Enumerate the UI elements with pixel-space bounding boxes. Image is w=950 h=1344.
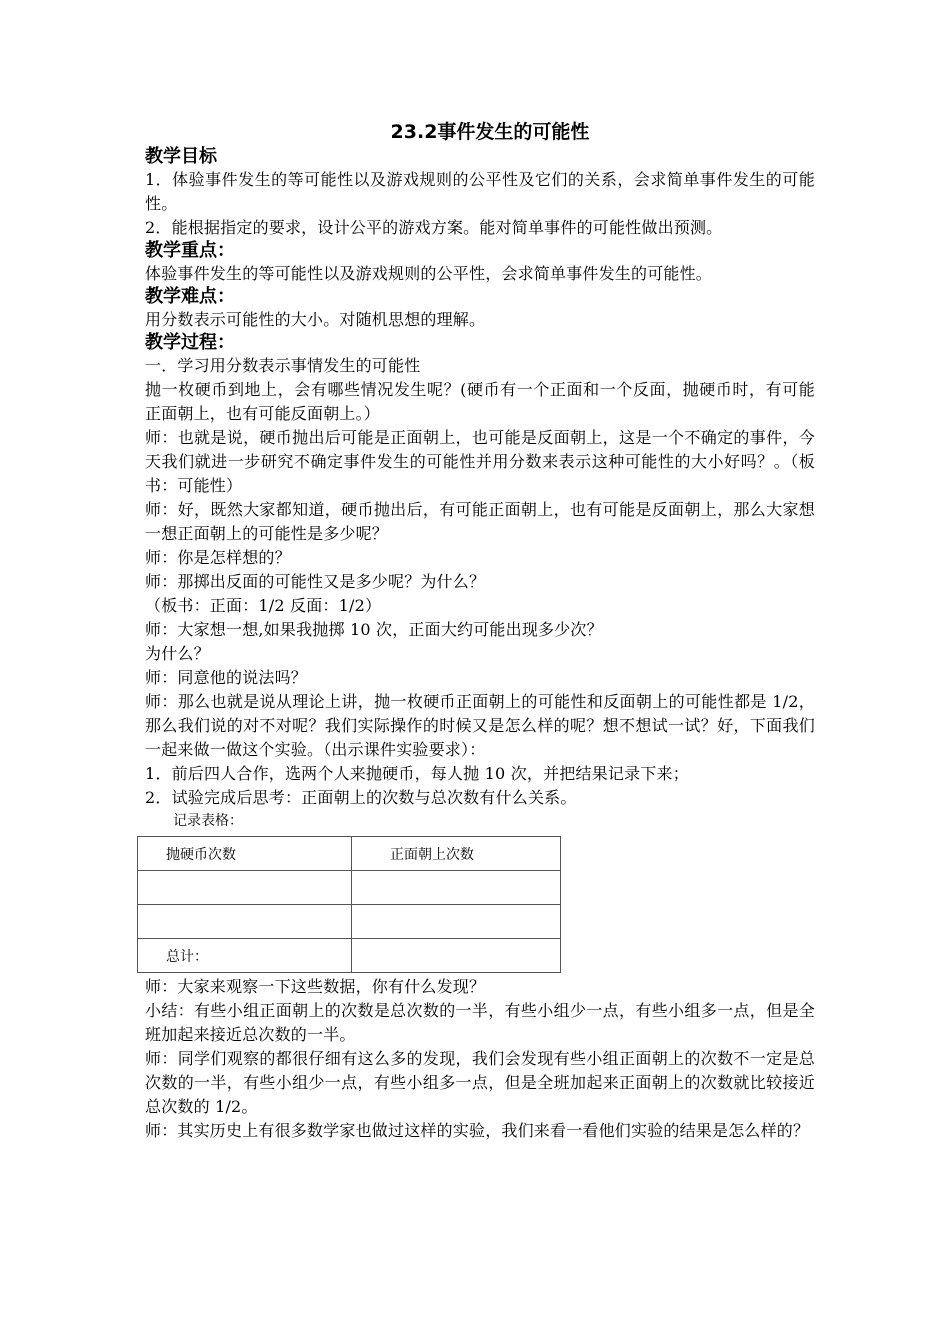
record-table bbox=[137, 836, 561, 973]
document-page bbox=[145, 118, 815, 1143]
process-heading: 教学过程： bbox=[145, 332, 235, 353]
table-row bbox=[138, 837, 561, 871]
goal-item-1: 1．体验事件发生的等可能性以及游戏规则的公平性及它们的关系，会求简单事件发生的可能性。 bbox=[145, 170, 815, 213]
paragraph: 师：大家想一想,如果我抛掷 10 次，正面大约可能出现多少次？ bbox=[145, 620, 603, 639]
paragraph: 师：也就是说，硬币抛出后可能是正面朝上，也可能是反面朝上，这是一个不确定的事件，今天我们就进一步研究不确定事件发生的可能性并用分数来表示这种可能性的大小好吗？。（板书：可能性） bbox=[145, 428, 815, 495]
goal-item-2: 2．能根据指定的要求，设计公平的游戏方案。能对简单事件的可能性做出预测。 bbox=[145, 218, 723, 237]
paragraph: 为什么？ bbox=[145, 644, 210, 663]
paragraph: 师：同意他的说法吗？ bbox=[145, 668, 308, 687]
paragraph: 师：好，既然大家都知道，硬币抛出后，有可能正面朝上，也有可能是反面朝上，那么大家想一想正面朝上的可能性是多少呢？ bbox=[145, 500, 815, 543]
difficulty-text: 用分数表示可能性的大小。对随机思想的理解。 bbox=[145, 310, 486, 329]
table-row bbox=[138, 871, 561, 905]
document-title: 23.2事件发生的可能性 bbox=[390, 121, 590, 143]
paragraph: 师：大家来观察一下这些数据，你有什么发现？ bbox=[145, 977, 486, 996]
paragraph: 1．前后四人合作，选两个人来抛硬币，每人抛 10 次，并把结果记录下来； bbox=[145, 764, 689, 783]
table-row bbox=[138, 939, 561, 973]
paragraph: 师：你是怎样想的？ bbox=[145, 548, 291, 567]
table-cell bbox=[352, 871, 561, 905]
table-caption: 记录表格： bbox=[173, 813, 243, 829]
paragraph: 师：那掷出反面的可能性又是多少呢？为什么？ bbox=[145, 572, 486, 591]
paragraph: 抛一枚硬币到地上，会有哪些情况发生呢？(硬币有一个正面和一个反面，抛硬币时，有可能正面朝上，也有可能反面朝上。） bbox=[145, 380, 815, 423]
paragraph: 一．学习用分数表示事情发生的可能性 bbox=[145, 356, 421, 375]
difficulty-heading: 教学难点： bbox=[145, 286, 235, 307]
table-header-cell: 正面朝上次数 bbox=[352, 837, 561, 871]
table-cell bbox=[352, 905, 561, 939]
paragraph: 2．试验完成后思考：正面朝上的次数与总次数有什么关系。 bbox=[145, 788, 577, 807]
goal-heading: 教学目标 bbox=[145, 146, 217, 167]
table-total-cell: 总计： bbox=[138, 939, 352, 973]
paragraph: （板书：正面：1/2 反面：1/2） bbox=[145, 596, 382, 615]
paragraph: 小结：有些小组正面朝上的次数是总次数的一半，有些小组少一点，有些小组多一点，但是全班加起来接近总次数的一半。 bbox=[145, 1001, 815, 1044]
table-cell bbox=[138, 871, 352, 905]
paragraph: 师：那么也就是说从理论上讲，抛一枚硬币正面朝上的可能性和反面朝上的可能性都是 1/2，那么我们说的对不对呢？我们实际操作的时候又是怎么样的呢？想不想试一试？好，下面我们一起来做一做这个实验。（出示课件实验要求）： bbox=[145, 692, 815, 759]
paragraph: 师：同学们观察的都很仔细有这么多的发现，我们会发现有些小组正面朝上的次数不一定是总次数的一半，有些小组少一点，有些小组多一点，但是全班加起来正面朝上的次数就比较接近总次数的 1/2。 bbox=[145, 1049, 815, 1116]
table-row bbox=[138, 905, 561, 939]
key-point-text: 体验事件发生的等可能性以及游戏规则的公平性，会求简单事件发生的可能性。 bbox=[145, 264, 713, 283]
table-cell bbox=[138, 905, 352, 939]
table-header-cell: 抛硬币次数 bbox=[138, 837, 352, 871]
table-cell bbox=[352, 939, 561, 973]
key-point-heading: 教学重点： bbox=[145, 240, 235, 261]
paragraph: 师：其实历史上有很多数学家也做过这样的实验，我们来看一看他们实验的结果是怎么样的？ bbox=[145, 1121, 810, 1140]
